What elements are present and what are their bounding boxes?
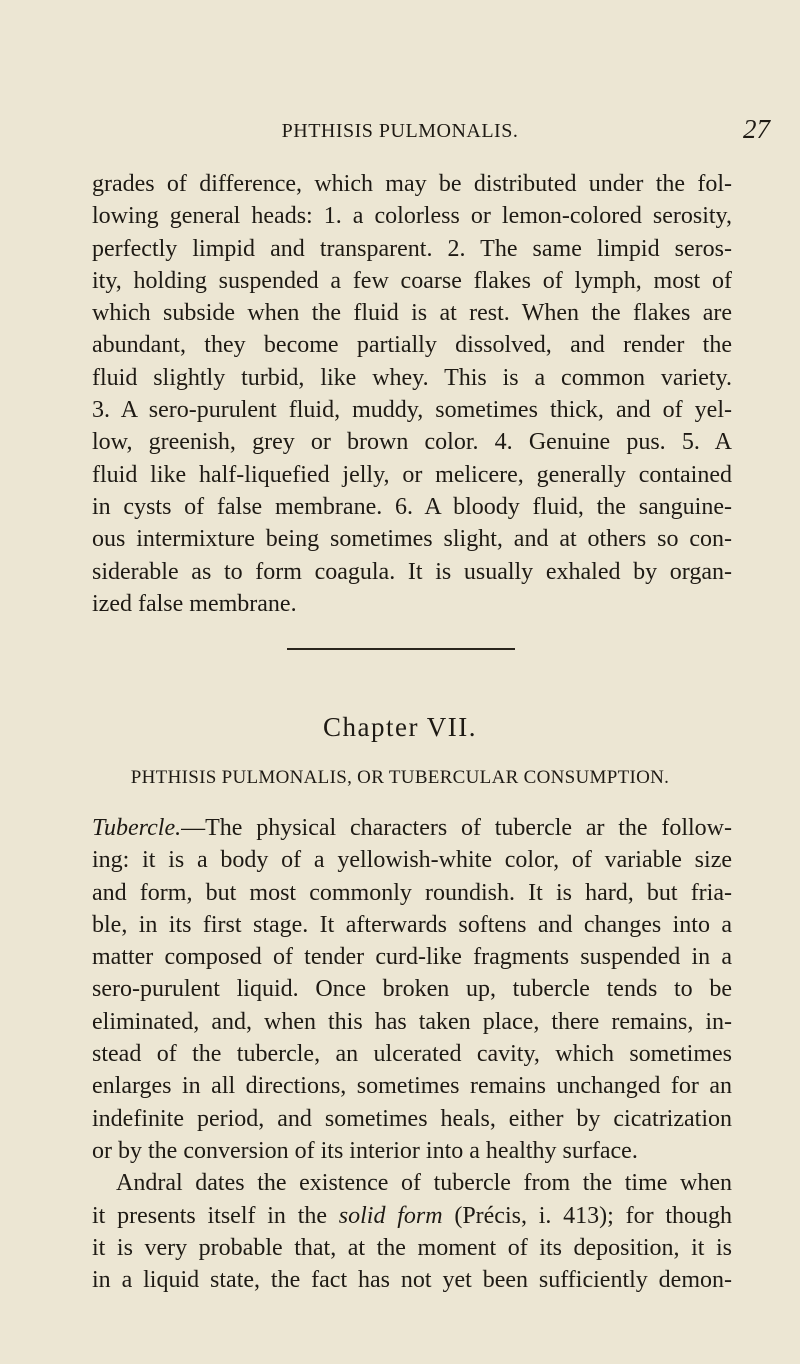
text-line: abundant, they become partially dissolved, and render the <box>92 332 732 359</box>
text-line: which subside when the fluid is at rest. When the flakes are <box>92 300 732 327</box>
andral-text-after: (Précis, i. 413); for though <box>442 1202 733 1229</box>
page-number: 27 <box>743 114 770 144</box>
top-paragraph <box>92 168 732 620</box>
chapter-subtitle: PHTHISIS PULMONALIS, OR TUBERCULAR CONSUMPTION. <box>130 767 670 788</box>
tubercle-first-line-text: —The physical characters of tubercle ar the follow- <box>181 815 732 841</box>
running-title: PHTHISIS PULMONALIS. <box>281 120 519 142</box>
andral-second-line <box>92 1200 732 1232</box>
text-line: in cysts of false membrane. 6. A bloody fluid, the sanguine- <box>92 493 732 520</box>
text-line: stead of the tubercle, an ulcerated cavity, which sometimes <box>92 1041 732 1068</box>
tubercle-heading: Tubercle. <box>92 815 182 841</box>
tubercle-first-line <box>92 812 732 844</box>
text-line: in a liquid state, the fact has not yet been sufficiently demon- <box>92 1267 732 1294</box>
text-line: ized false membrane. <box>92 590 297 617</box>
text-line: it is very probable that, at the moment of its deposition, it is <box>92 1234 732 1261</box>
text-line: 3. A sero-purulent fluid, muddy, sometimes thick, and of yel- <box>92 397 732 424</box>
text-line: ing: it is a body of a yellowish-white color, of variable size <box>92 847 732 874</box>
andral-first-line: Andral dates the existence of tubercle from the time when <box>116 1170 732 1197</box>
text-line: fluid slightly turbid, like whey. This is a common variety. <box>92 364 732 391</box>
andral-paragraph <box>92 1232 732 1297</box>
text-line: indefinite period, and sometimes heals, either by cicatrization <box>92 1105 732 1132</box>
text-line: ble, in its first stage. It afterwards softens and changes into a <box>92 911 732 938</box>
tubercle-paragraph <box>92 844 732 1167</box>
text-line: low, greenish, grey or brown color. 4. Genuine pus. 5. A <box>92 429 732 456</box>
text-line: grades of difference, which may be distributed under the fol- <box>92 171 732 197</box>
text-line: eliminated, and, when this has taken place, there remains, in- <box>92 1008 732 1035</box>
text-line: and form, but most commonly roundish. It is hard, but fria- <box>92 879 732 906</box>
andral-text-before: it presents itself in the <box>92 1202 339 1229</box>
text-line: siderable as to form coagula. It is usually exhaled by organ- <box>92 558 732 585</box>
text-line: enlarges in all directions, sometimes remains unchanged for an <box>92 1073 732 1100</box>
text-line: perfectly limpid and transparent. 2. The same limpid seros- <box>92 235 732 262</box>
text-line: ity, holding suspended a few coarse flakes of lymph, most of <box>92 267 732 294</box>
text-line: sero-purulent liquid. Once broken up, tubercle tends to be <box>92 976 732 1003</box>
text-line: lowing general heads: 1. a colorless or lemon-colored serosity, <box>92 203 732 230</box>
chapter-title: Chapter VII. <box>323 712 477 742</box>
text-line: fluid like half-liquefied jelly, or melicere, generally contained <box>92 461 732 488</box>
text-line: or by the conversion of its interior into a healthy surface. <box>92 1137 638 1164</box>
text-line: matter composed of tender curd-like fragments suspended in a <box>92 944 732 971</box>
text-line: ous intermixture being sometimes slight, and at others so con- <box>92 526 732 553</box>
section-divider <box>287 648 515 650</box>
running-head <box>0 114 800 154</box>
tubercle-section <box>92 812 732 1296</box>
solid-form-italic: solid form <box>338 1202 443 1229</box>
